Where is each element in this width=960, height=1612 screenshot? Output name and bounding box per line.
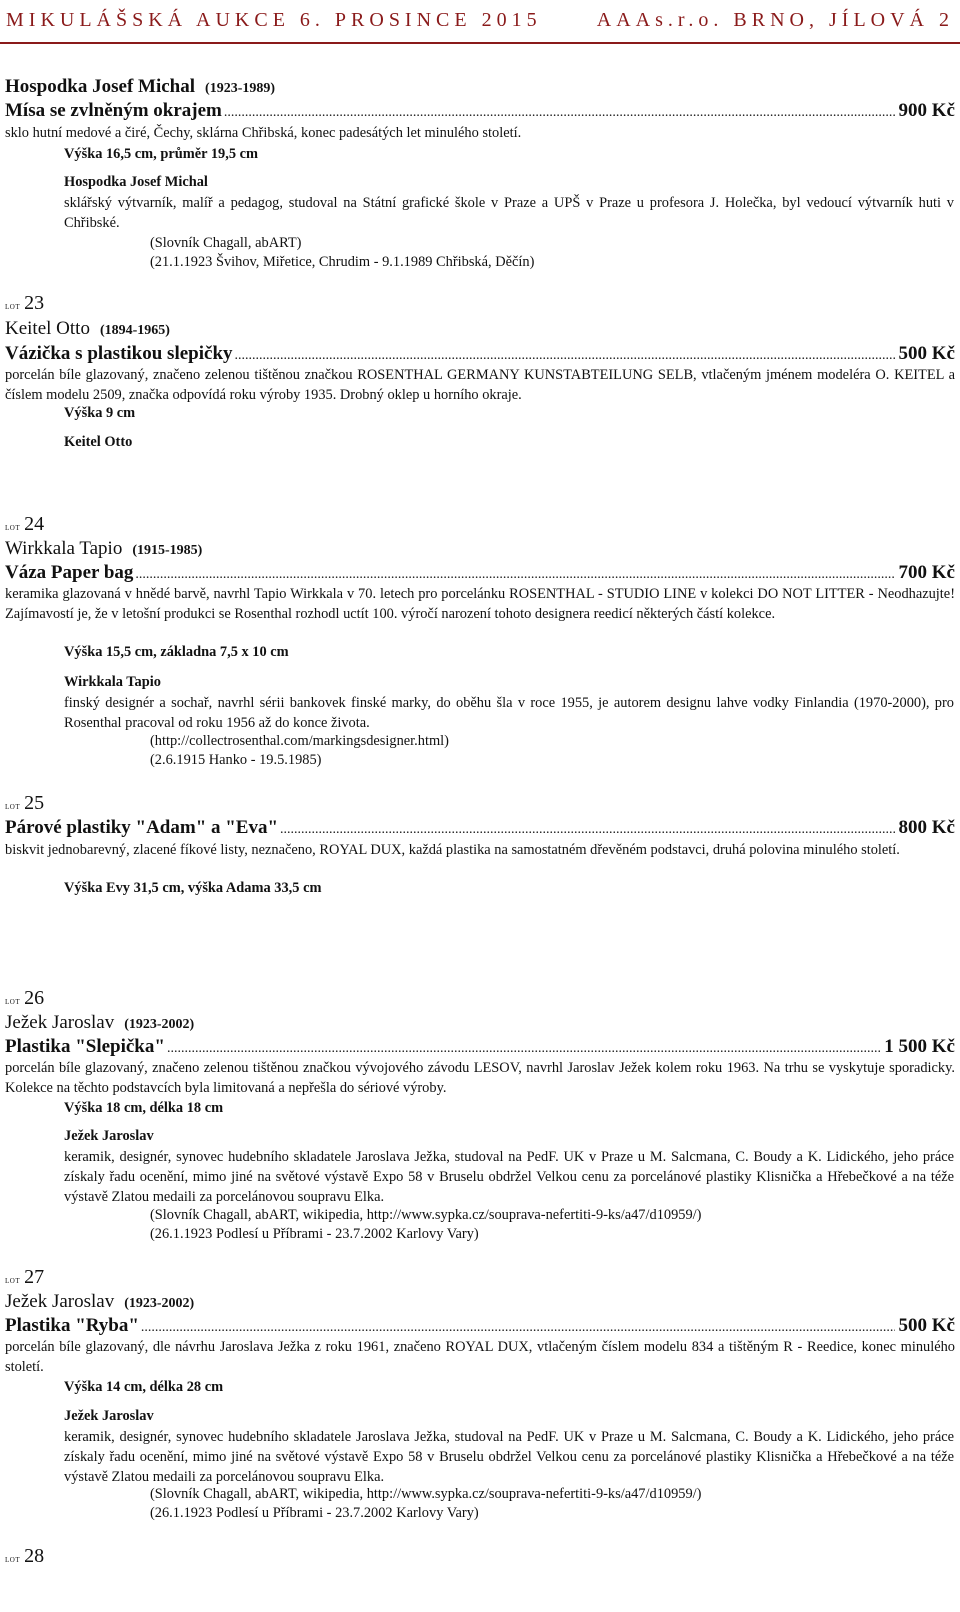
dot-leader <box>167 1041 880 1057</box>
lot-27-bio: keramik, designér, synovec hudebního skladatele Jaroslava Ježka, studoval na PedF. UK v Praze u M. Salcmana, C. Boudy a K. Lidického, jeho práce získaly řadu ocenění, mimo jiné na světové výstavě Expo 58 v Bruselu obdržel Velkou cenu za porcelánové plastiky Klisnička a Hřebečkové a na téže výstavě Zlatou medaili za porcelánovou soupravu Elka. <box>64 1429 954 1485</box>
lot-26-bio-name: Ježek Jaroslav <box>64 1128 154 1144</box>
author-years: (1894-1965) <box>99 323 170 338</box>
item-price: 500 Kč <box>898 343 955 364</box>
lot-27-dimensions: Výška 14 cm, délka 28 cm <box>64 1379 224 1395</box>
author-years: (1915-1985) <box>132 543 203 558</box>
header-auction-title: MIKULÁŠSKÁ AUKCE 6. PROSINCE 2015 <box>6 8 542 31</box>
dot-leader <box>141 1320 895 1336</box>
lot-23-dimensions: Výška 9 cm <box>64 405 136 421</box>
dot-leader <box>135 567 894 583</box>
lot-27-bio-name: Ježek Jaroslav <box>64 1408 154 1424</box>
lot-label: LOT <box>5 1277 21 1285</box>
dot-leader <box>235 348 895 364</box>
lot-22-life-dates: (21.1.1923 Švihov, Miřetice, Chrudim - 9.1.1989 Chřibská, Děčín) <box>150 254 535 270</box>
lot-number: 25 <box>24 792 45 814</box>
lot-26-bio: keramik, designér, synovec hudebního skladatele Jaroslava Ježka, studoval na PedF. UK v Praze u M. Salcmana, C. Boudy a K. Lidického, jeho práce získaly řadu ocenění, mimo jiné na světové výstavě Expo 58 v Bruselu obdržel Velkou cenu za porcelánové plastiky Klisnička a Hřebečkové a na téže výstavě Zlatou medaili za porcelánovou soupravu Elka. <box>64 1149 954 1205</box>
lot-27-life-dates: (26.1.1923 Podlesí u Příbrami - 23.7.2002 Karlovy Vary) <box>150 1505 479 1521</box>
lot-24-bio-name: Wirkkala Tapio <box>64 674 161 690</box>
lot-number: 26 <box>24 987 45 1009</box>
page-header <box>6 6 954 34</box>
item-price: 900 Kč <box>898 100 955 121</box>
lot-25-item <box>5 817 955 839</box>
lot-27-item <box>5 1315 955 1337</box>
item-price: 1 500 Kč <box>884 1036 955 1057</box>
lot-label: LOT <box>5 303 21 311</box>
lot-24-number <box>5 513 44 536</box>
lot-22-author <box>5 76 275 98</box>
lot-22-description: sklo hutní medové a čiré, Čechy, sklárna Chřibská, konec padesátých let minulého století. <box>5 125 522 141</box>
author-name: Ježek Jaroslav <box>5 1291 115 1312</box>
lot-number: 28 <box>24 1545 45 1567</box>
lot-number: 23 <box>24 292 45 314</box>
author-name: Keitel Otto <box>5 318 90 339</box>
item-price: 700 Kč <box>898 562 955 583</box>
author-name: Hospodka Josef Michal <box>5 76 196 97</box>
lot-26-source: (Slovník Chagall, abART, wikipedia, http://www.sypka.cz/souprava-nefertiti-9-ks/a47/d10959/) <box>150 1207 702 1223</box>
item-price: 500 Kč <box>898 1315 955 1336</box>
lot-27-source: (Slovník Chagall, abART, wikipedia, http://www.sypka.cz/souprava-nefertiti-9-ks/a47/d10959/) <box>150 1486 702 1502</box>
lot-24-item <box>5 562 955 584</box>
lot-number: 24 <box>24 513 45 535</box>
lot-label: LOT <box>5 803 21 811</box>
author-years: (1923-1989) <box>205 81 276 96</box>
lot-27-description: porcelán bíle glazovaný, dle návrhu Jaroslava Ježka z roku 1961, značeno ROYAL DUX, vtlačeným číslem modelu 834 a tištěným R - Reedice, konec minulého století. <box>5 1339 955 1375</box>
item-title: Mísa se zvlněným okrajem <box>5 100 222 121</box>
lot-label: LOT <box>5 524 21 532</box>
lot-27-number <box>5 1266 44 1289</box>
lot-24-description: keramika glazovaná v hnědé barvě, navrhl Tapio Wirkkala v 70. letech pro porcelánku ROSENTHAL - STUDIO LINE v kolekci DO NOT LITTER - Neodhazujte! Zajímavostí je, že v letošní produkci se Rosenthal rozhodl uctít 100. výročí narození tohoto designera reedicí některých částí kolekce. <box>5 586 955 622</box>
lot-22-dimensions: Výška 16,5 cm, průměr 19,5 cm <box>64 146 258 162</box>
dot-leader <box>224 105 895 121</box>
header-company-address: AAAs.r.o. BRNO, JÍLOVÁ 2 <box>596 8 954 31</box>
lot-label: LOT <box>5 1556 21 1564</box>
dot-leader <box>280 822 895 838</box>
item-title: Plastika "Slepička" <box>5 1036 165 1057</box>
lot-22-bio-name: Hospodka Josef Michal <box>64 174 208 190</box>
lot-26-dimensions: Výška 18 cm, délka 18 cm <box>64 1100 224 1116</box>
lot-25-description: biskvit jednobarevný, zlacené fíkové listy, neznačeno, ROYAL DUX, každá plastika na samostatném dřevěném podstavci, druhá polovina minulého století. <box>5 842 900 858</box>
lot-22-bio: sklářský výtvarník, malíř a pedagog, studoval na Státní grafické škole v Praze a UPŠ v Praze u profesora J. Holečka, byl vedoucí výtvarník huti v Chřibské. <box>64 195 954 231</box>
lot-23-number <box>5 292 44 315</box>
lot-26-number <box>5 987 44 1010</box>
lot-25-number <box>5 792 44 815</box>
lot-24-bio: finský designér a sochař, navrhl sérii bankovek finské marky, do oběhu šla v roce 1955, je autorem designu lahve vodky Finlandia (1970-2000), pro Rosenthal pracoval od roku 1956 až do konce života. <box>64 695 954 731</box>
author-name: Wirkkala Tapio <box>5 538 123 559</box>
lot-28-number <box>5 1545 44 1568</box>
lot-22-item <box>5 100 955 122</box>
lot-24-source: (http://collectrosenthal.com/markingsdesigner.html) <box>150 733 449 749</box>
lot-23-description: porcelán bíle glazovaný, značeno zelenou tištěnou značkou ROSENTHAL GERMANY KUNSTABTEILUNG SELB, vtlačeným jménem modeléra O. KEITEL a číslem modelu 2509, značka odpovídá roku výroby 1935. Drobný oklep u horního okraje. <box>5 367 955 403</box>
lot-26-life-dates: (26.1.1923 Podlesí u Příbrami - 23.7.2002 Karlovy Vary) <box>150 1226 479 1242</box>
item-title: Plastika "Ryba" <box>5 1315 139 1336</box>
lot-26-item <box>5 1036 955 1058</box>
lot-24-life-dates: (2.6.1915 Hanko - 19.5.1985) <box>150 752 322 768</box>
item-price: 800 Kč <box>898 817 955 838</box>
lot-24-author <box>5 538 202 560</box>
item-title: Párové plastiky "Adam" a "Eva" <box>5 817 279 838</box>
lot-25-dimensions: Výška Evy 31,5 cm, výška Adama 33,5 cm <box>64 880 322 896</box>
item-title: Váza Paper bag <box>5 562 134 583</box>
lot-23-item <box>5 343 955 365</box>
header-divider <box>0 42 960 44</box>
lot-26-description: porcelán bíle glazovaný, značeno zelenou tištěnou značkou vývojového závodu LESOV, navrhl Jaroslav Ježek kolem roku 1963. Na trhu se vyskytuje sporadicky. Kolekce na těchto podstavcích byla limitovaná a nepřešla do sériové výroby. <box>5 1060 955 1096</box>
author-name: Ježek Jaroslav <box>5 1012 115 1033</box>
lot-number: 27 <box>24 1266 45 1288</box>
lot-23-author <box>5 318 170 340</box>
author-years: (1923-2002) <box>124 1296 195 1311</box>
lot-label: LOT <box>5 998 21 1006</box>
lot-24-dimensions: Výška 15,5 cm, základna 7,5 x 10 cm <box>64 644 289 660</box>
item-title: Vázička s plastikou slepičky <box>5 343 233 364</box>
lot-27-author <box>5 1291 194 1313</box>
lot-26-author <box>5 1012 194 1034</box>
lot-22-source: (Slovník Chagall, abART) <box>150 235 302 251</box>
lot-23-bio-name: Keitel Otto <box>64 434 133 450</box>
author-years: (1923-2002) <box>124 1017 195 1032</box>
